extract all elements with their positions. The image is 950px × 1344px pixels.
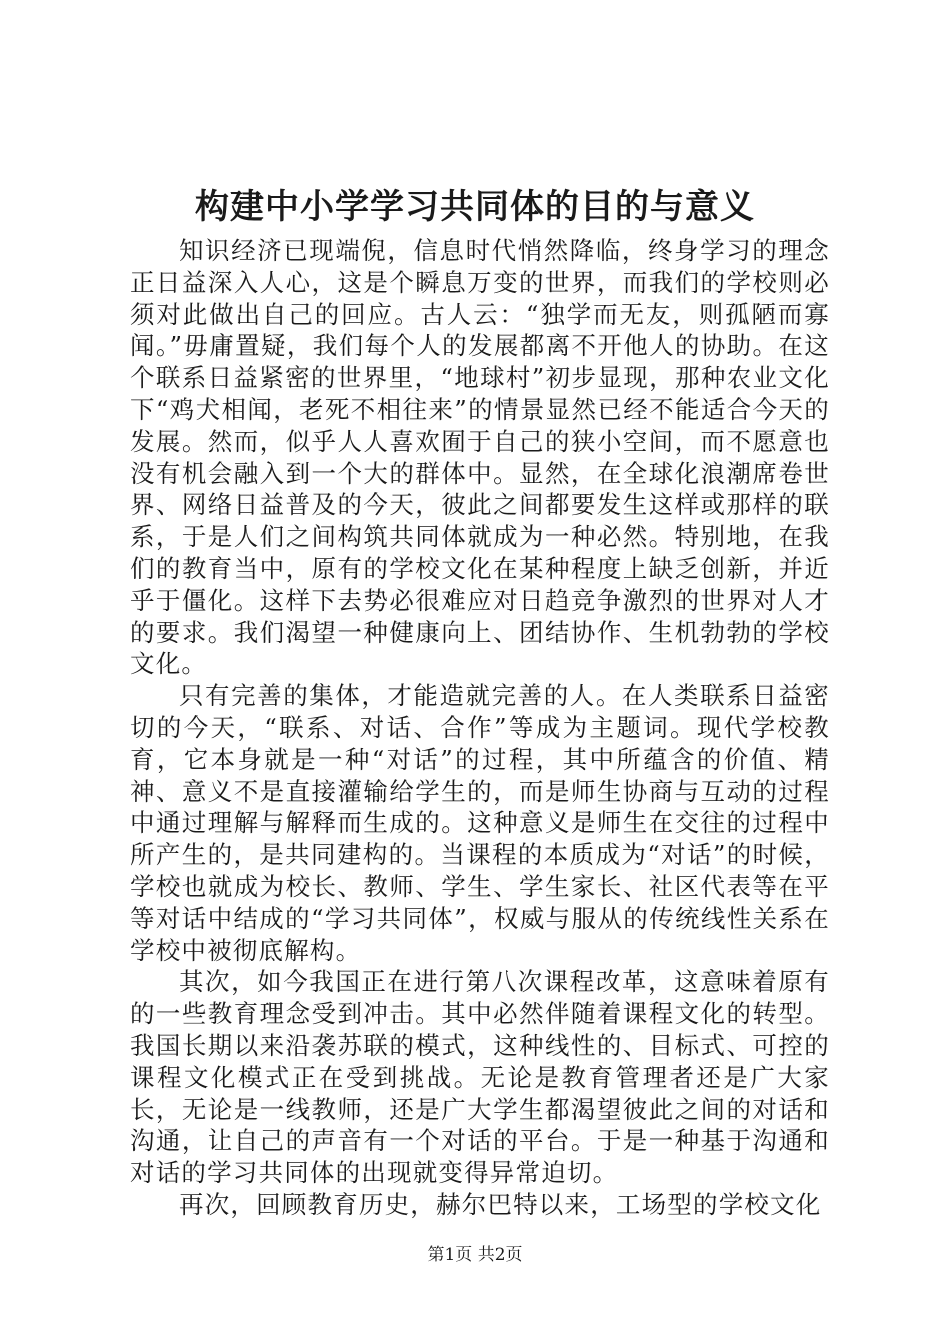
document-title: 构建中小学学习共同体的目的与意义: [195, 187, 755, 227]
paragraph-3: 其次，如今我国正在进行第八次课程改革，这意味着原有的一些教育理念受到冲击。其中必然伴随着课程文化的转型。我国长期以来沿袭苏联的模式，这种线性的、目标式、可控的课程文化模式正在受到挑战。无论是教育管理者还是广大家长，无论是一线教师，还是广大学生都渴望彼此之间的对话和沟通，让自己的声音有一个对话的平台。于是一种基于沟通和对话的学习共同体的出现就变得异常迫切。: [130, 967, 830, 1188]
paragraph-2: 只有完善的集体，才能造就完善的人。在人类联系日益密切的今天，“联系、对话、合作”等成为主题词。现代学校教育，它本身就是一种“对话”的过程，其中所蕴含的价值、精神、意义不是直接灌输给学生的，而是师生协商与互动的过程中通过理解与解释而生成的。这种意义是师生在交往的过程中所产生的，是共同建构的。当课程的本质成为“对话”的时候，学校也就成为校长、教师、学生、学生家长、社区代表等在平等对话中结成的“学习共同体”，权威与服从的传统线性关系在学校中被彻底解构。: [130, 681, 830, 965]
paragraph-4: 再次，回顾教育历史，赫尔巴特以来，工场型的学校文化: [179, 1189, 822, 1219]
page-footer: 第1页 共2页: [427, 1245, 523, 1265]
paragraph-1: 知识经济已现端倪，信息时代悄然降临，终身学习的理念正日益深入人心，这是个瞬息万变的世界，而我们的学校则必须对此做出自己的回应。古人云：“独学而无友，则孤陋而寡闻。”毋庸置疑，我们每个人的发展都离不开他人的协助。在这个联系日益紧密的世界里，“地球村”初步显现，那种农业文化下“鸡犬相闻，老死不相往来”的情景显然已经不能适合今天的发展。然而，似乎人人喜欢囿于自己的狭小空间，而不愿意也没有机会融入到一个大的群体中。显然，在全球化浪潮席卷世界、网络日益普及的今天，彼此之间都要发生这样或那样的联系，于是人们之间构筑共同体就成为一种必然。特别地，在我们的教育当中，原有的学校文化在某种程度上缺乏创新，并近乎于僵化。这样下去势必很难应对日趋竞争激烈的世界对人才的要求。我们渴望一种健康向上、团结协作、生机勃勃的学校文化。: [130, 236, 830, 679]
document-body: [130, 235, 830, 1221]
